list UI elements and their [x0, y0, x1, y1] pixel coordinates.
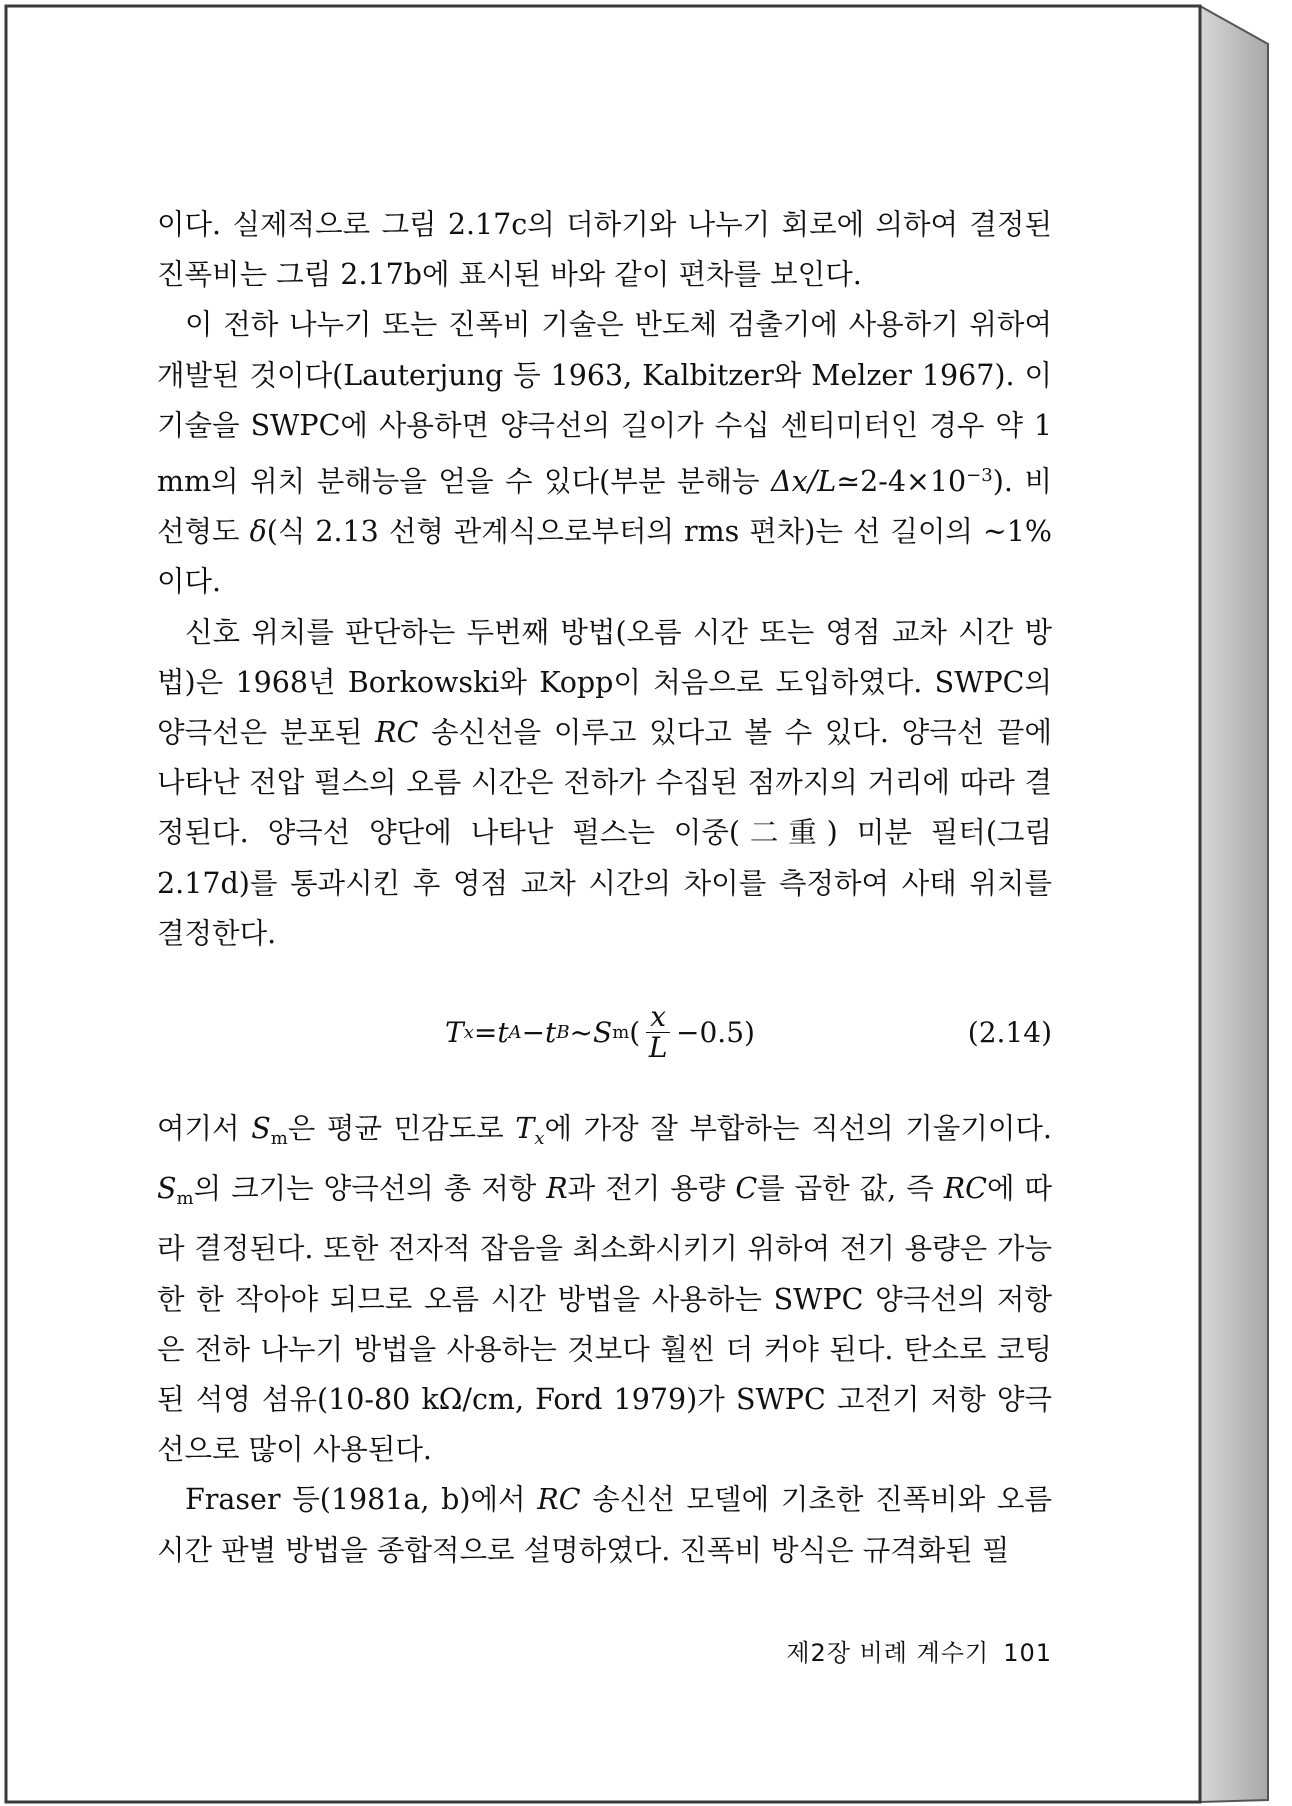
paragraph-1: 이다. 실제적으로 그림 2.17c의 더하기와 나누기 회로에 의하여 결정된 진폭비는 그림 2.17b에 표시된 바와 같이 편차를 보인다.: [157, 208, 1052, 292]
paragraph-5: Fraser 등(1981a, b)에서 RC 송신선 모델에 기초한 진폭비와 오름 시간 판별 방법을 종합적으로 설명하였다. 진폭비 방식은 규격화된 필: [157, 1483, 1052, 1567]
equation-body: T x = t A − t B ~ S m ( $\frac{x}{L}$ −0.5): [445, 999, 755, 1064]
equation-number: (2.14): [967, 1016, 1052, 1049]
equation-fraction: $\frac{x}{L}$: [646, 1002, 670, 1063]
body-text-top: [157, 200, 1052, 959]
paragraph-2: 이 전하 나누기 또는 진폭비 기술은 반도체 검출기에 사용하기 위하여 개발된 것이다(Lauterjung 등 1963, Kalbitzer와 Melzer 1967). 이 기술을 SWPC에 사용하면 양극선의 길이가 수십 센티미터인 경우 약 1 mm의 위치 분해능을 얻을 수 있다(부분 분해능 $\Delta x/L≃2-4\times 10^{-3}$). 비선형도 δ(식 2.13 선형 관계식으로부터의 rms 편차)는 선 길이의 ~1%이다.: [157, 308, 1052, 599]
book-side-edge: [1200, 6, 1268, 1802]
equation-2-14: [157, 999, 1052, 1064]
body-text-bottom: [157, 1104, 1052, 1576]
page-footer: [760, 1633, 1052, 1668]
paragraph-3: 신호 위치를 판단하는 두번째 방법(오름 시간 또는 영점 교차 시간 방법)은 1968년 Borkowski와 Kopp이 처음으로 도입하였다. SWPC의 양극선은 분포된 RC 송신선을 이루고 있다고 볼 수 있다. 양극선 끝에 나타난 전압 펄스의 오름 시간은 전하가 수집된 점까지의 거리에 따라 결정된다. 양극선 양단에 나타난 펄스는 이중(二重) 미분 필터(그림 2.17d)를 통과시킨 후 영점 교차 시간의 차이를 측정하여 사태 위치를 결정한다.: [157, 615, 1052, 950]
chapter-title: 제2장 비례 계수기: [786, 1639, 990, 1667]
page-number: 101: [1003, 1639, 1052, 1667]
paragraph-4: 여기서 $S_m$은 평균 민감도로 $T_x$에 가장 잘 부합하는 직선의 기울기이다. $S_m$의 크기는 양극선의 총 저항 R과 전기 용량 C를 곱한 값, 즉 RC에 따라 결정된다. 또한 전자적 잡음을 최소화시키기 위하여 전기 용량은 가능한 한 작아야 되므로 오름 시간 방법을 사용하는 SWPC 양극선의 저항은 전하 나누기 방법을 사용하는 것보다 훨씬 더 커야 된다. 탄소로 코팅된 석영 섬유(10-80 kΩ/cm, Ford 1979)가 SWPC 고전기 저항 양극선으로 많이 사용된다.: [157, 1112, 1052, 1467]
